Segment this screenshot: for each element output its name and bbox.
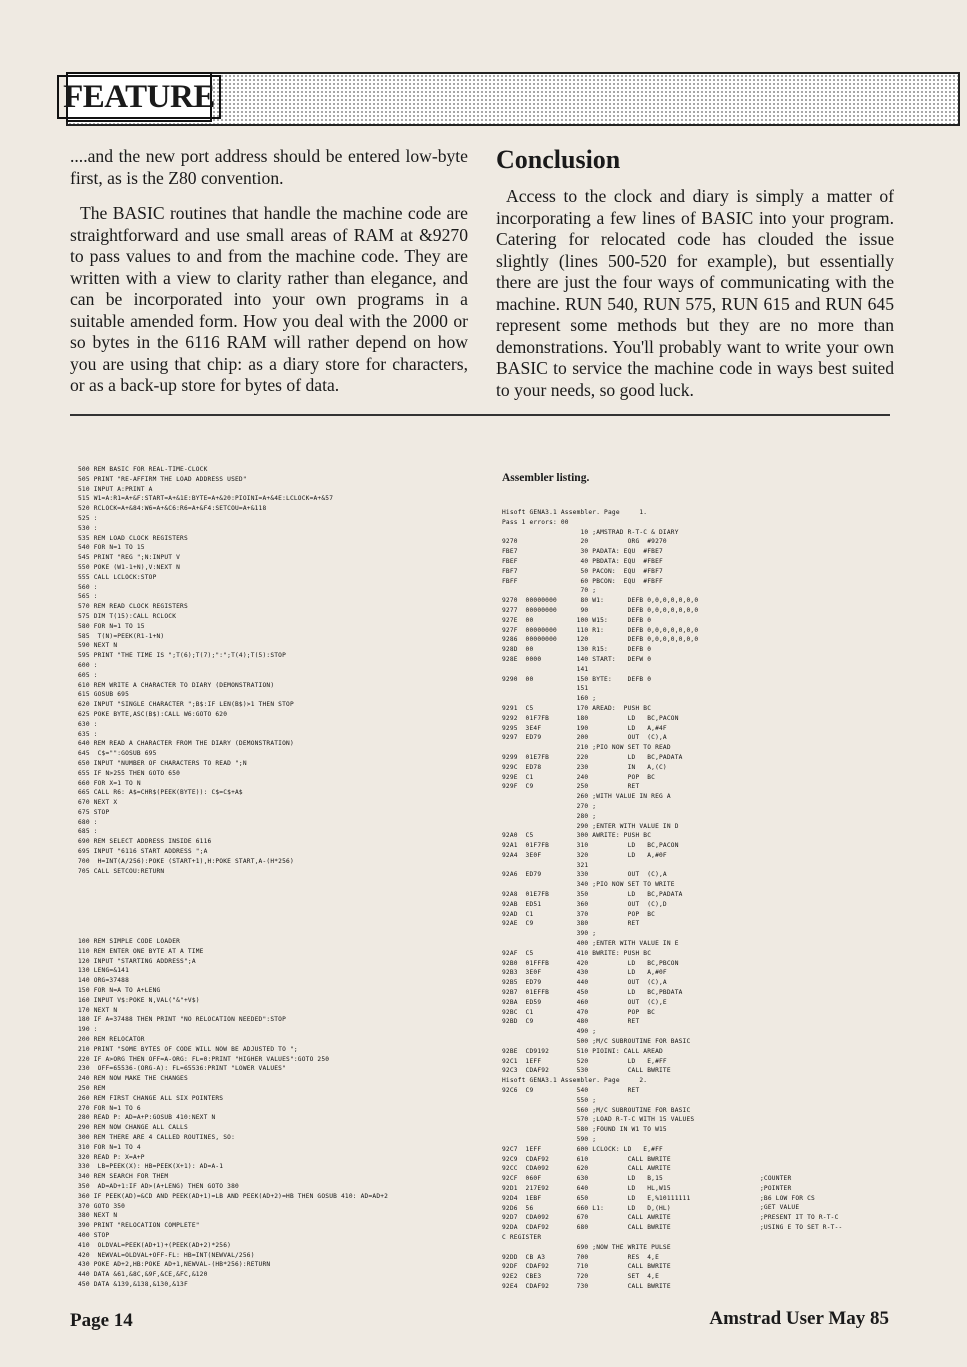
left-paragraph-2: The BASIC routines that handle the machine code are straightforward and use small areas of RAM at &9270 to pass values to and from the machine code. They are written with a view to clarity rather than elegance, and can be incorporated into your own programs in a suitable amended form. How you deal with the 2000 or so bytes in the 6116 RAM will rather depend on how you are using that chip: as a diary store for characters, or as a back-up store for bytes of data. — [70, 203, 468, 395]
left-paragraph-1: ....and the new port address should be entered low-byte first, as is the Z80 convention. — [70, 146, 468, 188]
right-column — [496, 146, 894, 415]
page-number: Page 14 — [70, 1310, 133, 1331]
basic-listing-loader: 100 REM SIMPLE CODE LOADER 110 REM ENTER ONE BYTE AT A TIME 120 INPUT "STARTING ADDRESS";A 130 LENG=&141 140 ORG=37488 150 FOR N=A TO A+LENG 160 INPUT V$:POKE N,VAL("&"+V$) 170 NEXT N 180 IF A=37488 THEN PRINT "NO RELOCATION NEEDED":STOP 190 : 200 REM RELOCATOR 210 PRINT "SOME BYTES OF CODE WILL NOW BE ADJUSTED TO "; 220 IF A>ORG THEN OFF=A-ORG: FL=0:PRINT "HIGHER VALUES":GOTO 250 230 OFF=65536-(ORG-A): FL=65536:PRINT "LOWER VALUES" 240 REM NOW MAKE THE CHANGES 250 REM 260 REM FIRST CHANGE ALL SIX POINTERS 270 FOR N=1 TO 6 280 READ P: AD=A+P:GOSUB 410:NEXT N 290 REM NOW CHANGE ALL CALLS 300 REM THERE ARE 4 CALLED ROUTINES, SO: 310 FOR N=1 TO 4 320 READ P: X=A+P 330 LB=PEEK(X): HB=PEEK(X+1): AD=A-1 340 REM SEARCH FOR THEM 350 AD=AD+1:IF AD>(A+LENG) THEN GOTO 380 360 IF PEEK(AD)=&CD AND PEEK(AD+1)=LB AND PEEK(AD+2)=HB THEN GOSUB 410: AD=AD+2 370 GOTO 350 380 NEXT N 390 PRINT "RELOCATION COMPLETE" 400 STOP 410 OLDVAL=PEEK(AD+1)+(PEEK(AD+2)*256) 420 NEWVAL=OLDVAL+OFF-FL: HB=INT(NEWVAL/256) 430 POKE AD+2,HB:POKE AD+1,NEWVAL-(HB*256):RETURN 440 DATA &61,&8C,&9F,&CE,&FC,&120 450 DATA &139,&138,&130,&13F — [78, 938, 389, 1288]
conclusion-heading: Conclusion — [496, 145, 621, 174]
conclusion-paragraph: Access to the clock and diary is simply a matter of incorporating a few lines of BASIC into your program. Catering for relocated code has clouded the issue slightly (lines 500-520 for example), but essentially there are just the four ways of communicating with the machine. RUN 540, RUN 575, RUN 615 and RUN 645 represent some methods but they are no more than demonstrations. You'll probably want to write your own BASIC to service the machine code in ways best suited to your needs, so good luck. — [496, 186, 894, 400]
left-column — [70, 146, 468, 411]
divider-rule — [70, 414, 890, 416]
assembler-title: Assembler listing. — [502, 472, 590, 484]
assembler-comments: ;COUNTER ;POINTER ;B6 LOW FOR CS ;GET VALUE ;PRESENT IT TO R-T-C ;USING E TO SET R-T-- — [760, 1175, 843, 1231]
feature-tag — [63, 72, 215, 122]
magazine-issue: Amstrad User May 85 — [709, 1308, 889, 1329]
feature-label: FEATURE — [57, 75, 221, 119]
basic-listing-clock: 500 REM BASIC FOR REAL-TIME-CLOCK 505 PRINT "RE-AFFIRM THE LOAD ADDRESS USED" 510 INPUT A:PRINT A 515 W1=A:R1=A+&F:START=A+&1E:BYTE=A+&20:PIOINI=A+&4E:LCLOCK=A+&57 520 RCLOCK=A+&84:W6=A+&C6:R6=A+&F4:SETCOU=A+&118 525 : 530 : 535 REM LOAD CLOCK REGISTERS 540 FOR N=1 TO 15 545 PRINT "REG ";N:INPUT V 550 POKE (W1-1+N),V:NEXT N 555 CALL LCLOCK:STOP 560 : 565 : 570 REM READ CLOCK REGISTERS 575 DIM T(15):CALL RCLOCK 580 FOR N=1 TO 15 585 T(N)=PEEK(R1-1+N) 590 NEXT N 595 PRINT "THE TIME IS ";T(6);T(7);":";T(4);T(5):STOP 600 : 605 : 610 REM WRITE A CHARACTER TO DIARY (DEMONSTRATION) 615 GOSUB 695 620 INPUT "SINGLE CHARACTER ";B$:IF LEN(B$)>1 THEN STOP 625 POKE BYTE,ASC(B$):CALL W6:GOTO 620 630 : 635 : 640 REM READ A CHARACTER FROM THE DIARY (DEMONSTRATION) 645 C$="":GOSUB 695 650 INPUT "NUMBER OF CHARACTERS TO READ ";N 655 IF N>255 THEN GOTO 650 660 FOR X=1 TO N 665 CALL R6: A$=CHR$(PEEK(BYTE)): C$=C$+A$ 670 NEXT X 675 STOP 680 : 685 : 690 REM SELECT ADDRESS INSIDE 6116 695 INPUT "6116 START ADDRESS ";A 700 H=INT(A/256):POKE (START+1),H:POKE START,A-(H*256) 705 CALL SETCOU:RETURN — [78, 466, 334, 875]
assembler-listing: Hisoft GENA3.1 Assembler. Page 1. Pass 1 errors: 00 10 ;AMSTRAD R-T-C & DIARY 9270 20 ORG #9270 FBE7 30 PADATA: EQU #FBE7 FBEF 40 PBDATA: EQU #FBEF FBF7 50 PACON: EQU #FBF7 FBFF 60 PBCON: EQU #FBFF 70 ; 9270 00000000 80 W1: DEFB 0,0,0,0,0,0,0 9277 00000000 90 DEFB 0,0,0,0,0,0,0 927E 00 100 W15: DEFB 0 927F 00000000 110 R1: DEFB 0,0,0,0,0,0,0 9286 00000000 120 DEFB 0,0,0,0,0,0,0 928D 00 130 R15: DEFB 0 928E 0000 140 START: DEFW 0 141 9290 00 150 BYTE: DEFB 0 151 160 ; 9291 C5 170 AREAD: PUSH BC 9292 01F7FB 180 LD BC,PACON 9295 3E4F 190 LD A,#4F 9297 ED79 200 OUT (C),A 210 ;PIO NOW SET TO READ 9299 01E7FB 220 LD BC,PADATA 929C ED78 230 IN A,(C) 929E C1 240 POP BC 929F C9 250 RET 260 ;WITH VALUE IN REG A 270 ; 280 ; 290 ;ENTER WITH VALUE IN D 92A0 C5 300 AWRITE: PUSH BC 92A1 01F7FB 310 LD BC,PACON 92A4 3E0F 320 LD A,#0F 321 92A6 ED79 330 OUT (C),A 340 ;PIO NOW SET TO WRITE 92A8 01E7FB 350 LD BC,PADATA 92AB ED51 360 OUT (C),D 92AD C1 370 POP BC 92AE C9 380 RET 390 ; 400 ;ENTER WITH VALUE IN E 92AF C5 410 BWRITE: PUSH BC 92B0 01FFFB 420 LD BC,PBCON 92B3 3E0F 430 LD A,#0F 92B5 ED79 440 OUT (C),A 92B7 01EFFB 450 LD BC,PBDATA 92BA ED59 460 OUT (C),E 92BC C1 470 POP BC 92BD C9 480 RET 490 ; 500 ;M/C SUBROUTINE FOR BASIC 92BE CD9192 510 PIOINI: CALL AREAD 92C1 1EFF 520 LD E,#FF 92C3 CDAF92 530 CALL BWRITE Hisoft GENA3.1 Assembler. Page 2. 92C6 C9 540 RET 550 ; 560 ;M/C SUBROUTINE FOR BASIC 570 ;LOAD R-T-C WITH 15 VALUES 580 ;FOUND IN W1 TO W15 590 ; 92C7 1EFF 600 LCLOCK: LD E,#FF 92C9 CDAF92 610 CALL BWRITE 92CC CDA092 620 CALL AWRITE 92CF 060F 630 LD B,15 92D1 217E92 640 LD HL,W15 92D4 1EBF 650 LD E,%10111111 92D6 56 660 L1: LD D,(HL) 92D7 CDA092 670 CALL AWRITE 92DA CDAF92 680 CALL BWRITE C REGISTER 690 ;NOW THE WRITE PULSE 92DD CB A3 700 RES 4,E 92DF CDAF92 710 CALL BWRITE 92E2 CBE3 720 SET 4,E 92E4 CDAF92 730 CALL BWRITE — [502, 509, 699, 1290]
